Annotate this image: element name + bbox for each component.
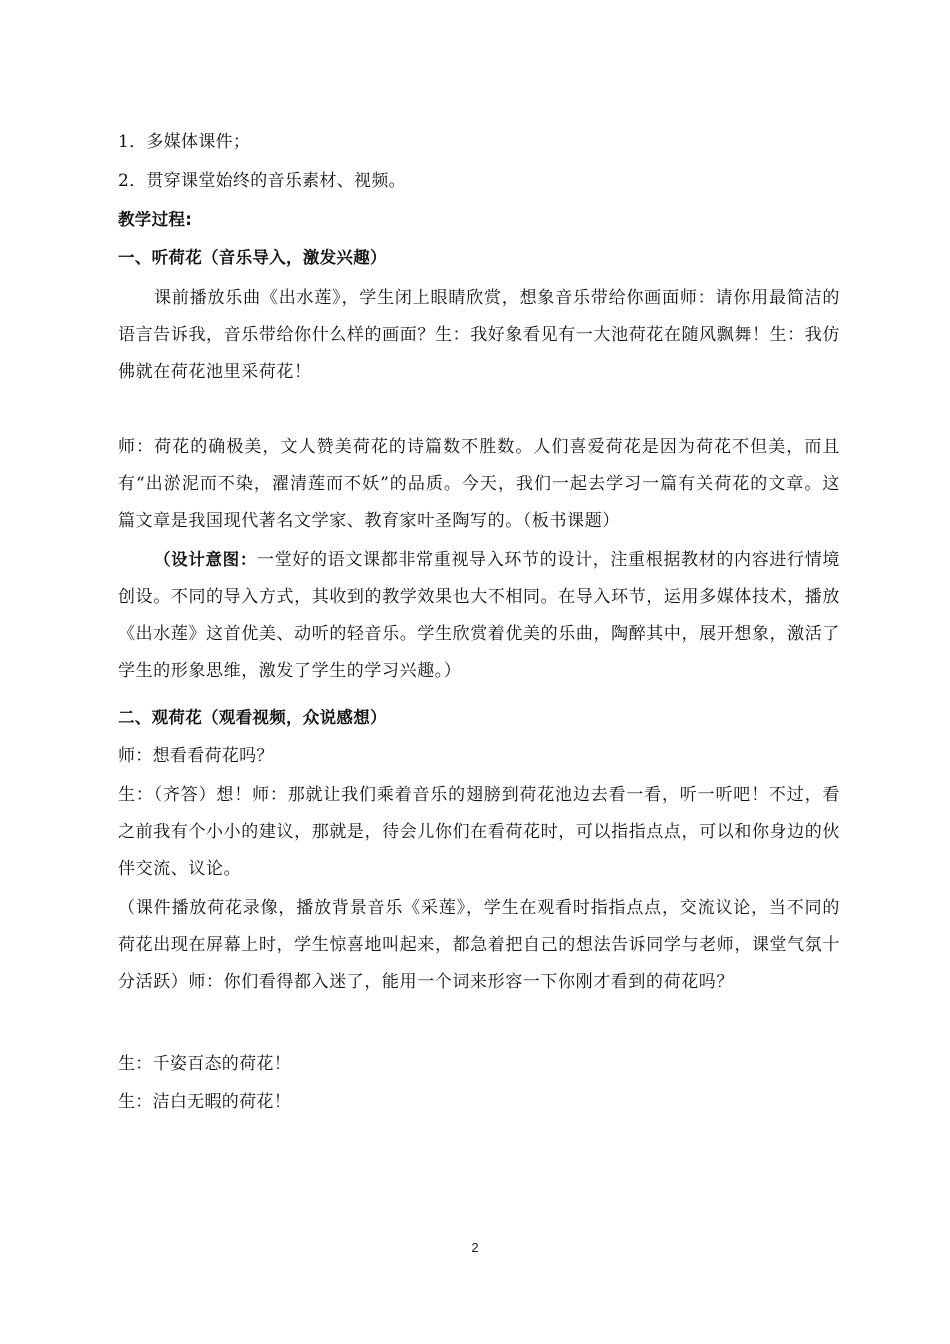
section2-paragraph-2: （课件播放荷花录像，播放背景音乐《采莲》，学生在观看时指指点点，交流议论，当不同的荷花出现在屏幕上时，学生惊喜地叫起来，都急着把自己的想法告诉同学与老师，课堂气氛十分活跃）师：你们看得都入迷了，能用一个词来形容一下你刚才看到的荷花吗？: [118, 898, 840, 992]
section1-paragraph-1: 课前播放乐曲《出水莲》，学生闭上眼睛欣赏，想象音乐带给你画面师：请你用最简洁的语言告诉我，音乐带给你什么样的画面？生：我好象看见有一大池荷花在随风飘舞！生：我仿佛就在荷花池里采荷花！: [118, 288, 840, 382]
section2-answer-2: 生：洁白无暇的荷花！: [118, 1092, 291, 1112]
design-intent-label: （设计意图：: [154, 550, 258, 569]
section2-question-1: 师：想看看荷花吗？: [118, 746, 274, 766]
section1-paragraph-2: 师：荷花的确极美，文人赞美荷花的诗篇数不胜数。人们喜爱荷花是因为荷花不但美，而且有“出淤泥而不染，濯清莲而不妖”的品质。今天，我们一起去学习一篇有关荷花的文章。这篇文章是我国现代著名文学家、教育家叶圣陶写的。（板书课题）: [118, 437, 840, 531]
section2-answer-1: 生：千姿百态的荷花！: [118, 1054, 291, 1074]
process-heading: 教学过程:: [118, 210, 193, 229]
section2-heading: 二、观荷花（观看视频，众说感想）: [118, 708, 387, 727]
page-number: 2: [471, 1240, 479, 1255]
section2-paragraph-1: 生：（齐答）想！师：那就让我们乘着音乐的翅膀到荷花池边去看一看，听一听吧！不过，看之前我有个小小的建议，那就是，待会儿你们在看荷花时，可以指指点点，可以和你身边的伙伴交流、议论。: [118, 785, 840, 879]
material-item-1: 1．多媒体课件；: [118, 132, 251, 152]
design-intent-paragraph: [118, 541, 840, 690]
material-item-2: 2．贯穿课堂始终的音乐素材、视频。: [118, 171, 406, 191]
section1-heading: 一、听荷花（音乐导入，激发兴趣）: [118, 248, 387, 267]
design-intent-text: 一堂好的语文课都非常重视导入环节的设计，注重根据教材的内容进行情境创设。不同的导入方式，其收到的教学效果也大不相同。在导入环节，运用多媒体技术，播放《出水莲》这首优美、动听的轻音乐。学生欣赏着优美的乐曲，陶醉其中，展开想象，激活了学生的形象思维，激发了学生的学习兴趣。）: [118, 550, 840, 681]
